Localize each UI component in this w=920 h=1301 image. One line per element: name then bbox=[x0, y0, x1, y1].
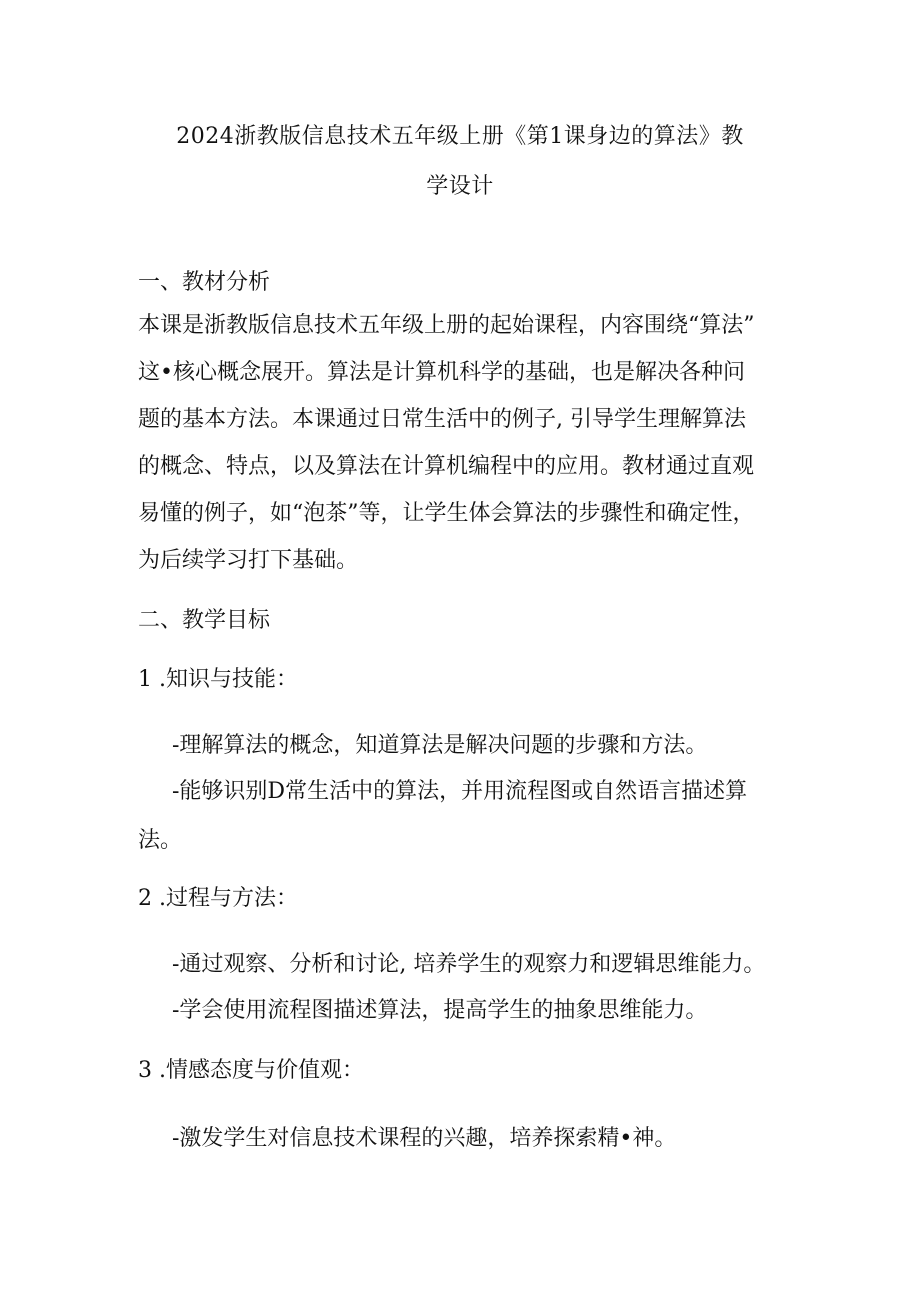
textbook-analysis-paragraph bbox=[138, 302, 788, 584]
objective-item: -理解算法的概念，知道算法是解决问题的步骤和方法。 bbox=[172, 733, 708, 758]
objective-item: -学会使用流程图描述算法，提高学生的抽象思维能力。 bbox=[172, 998, 708, 1023]
document-title-line-2: 学设计 bbox=[426, 174, 494, 199]
paragraph-line: 为后续学习打下基础。 bbox=[138, 548, 359, 573]
paragraph-line: 本课是浙教版信息技术五年级上册的起始课程，内容围绕“算法” bbox=[138, 313, 755, 338]
paragraph-line: 的概念、特点，以及算法在计算机编程中的应用。教材通过直观 bbox=[138, 454, 755, 479]
objective-item: -激发学生对信息技术课程的兴趣，培养探索精•神。 bbox=[172, 1126, 677, 1151]
subheading-knowledge-skills: 1 .知识与技能： bbox=[138, 667, 298, 692]
document-title-line-1: 2024浙教版信息技术五年级上册《第1课身边的算法》教 bbox=[176, 124, 744, 149]
section-heading-teaching-objectives: 二、教学目标 bbox=[138, 608, 271, 633]
objective-item: -通过观察、分析和讨论, 培养学生的观察力和逻辑思维能力。 bbox=[172, 952, 766, 977]
objective-item-continuation: 法。 bbox=[138, 828, 183, 853]
section-heading-textbook-analysis: 一、教材分析 bbox=[138, 270, 271, 295]
paragraph-line: 易懂的例子，如“泡茶”等，让学生体会算法的步骤性和确定性， bbox=[138, 501, 755, 526]
objective-item: -能够识别D常生活中的算法，并用流程图或自然语言描述算 bbox=[172, 779, 748, 804]
subheading-emotion-values: 3 .情感态度与价值观： bbox=[138, 1058, 364, 1083]
subheading-process-methods: 2 .过程与方法： bbox=[138, 886, 298, 911]
paragraph-line: 题的基本方法。本课通过日常生活中的例子, 引导学生理解算法 bbox=[138, 407, 746, 432]
paragraph-line: 这•核心概念展开。算法是计算机科学的基础，也是解决各种问 bbox=[138, 360, 745, 385]
